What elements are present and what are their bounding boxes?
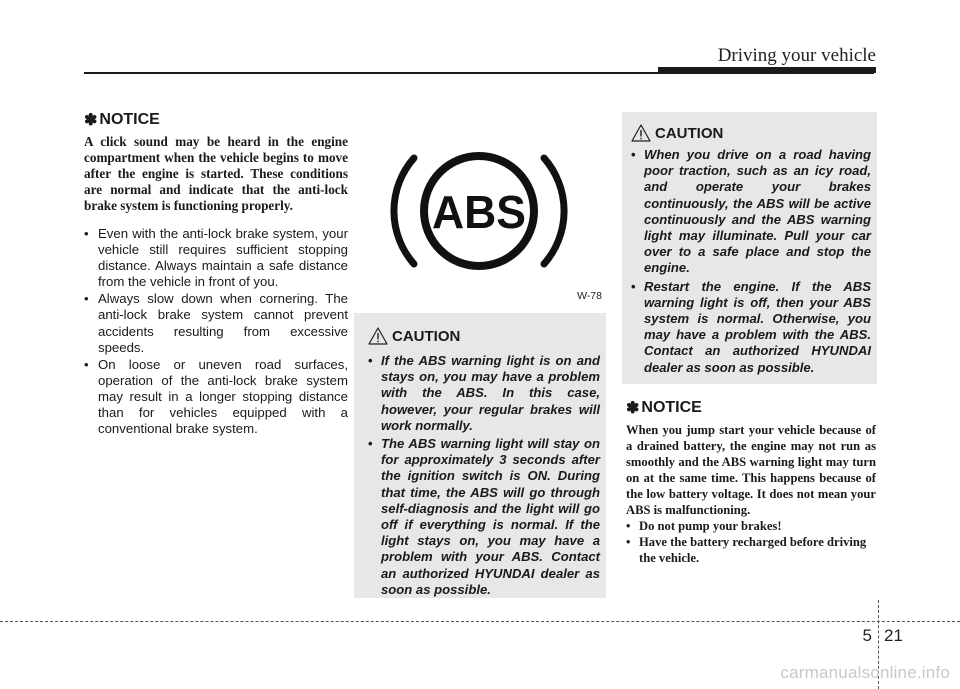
chapter-number: 5 [862, 626, 872, 645]
left-notice [84, 110, 348, 438]
right-notice [626, 398, 876, 566]
caution-heading [631, 124, 871, 142]
notice-body: When you jump start your vehicle because of a drained battery, the engine may not run as smoothly and the ABS warning light may turn on at the same time. This happens because of the low battery voltage. It does not mean your ABS is malfunctioning. [626, 423, 876, 517]
caution-title: CAUTION [392, 327, 461, 345]
notice-title: NOTICE [99, 111, 160, 128]
caution-title: CAUTION [655, 124, 724, 142]
section-title: Driving your vehicle [717, 45, 876, 66]
abs-warning-icon [354, 112, 606, 304]
list-item: • Restart the engine. If the ABS warning light is off, then your ABS system is normal. Otherwise, you may have a problem with the ABS. Contact an authorized HYUNDAI dealer as soon as possible. [631, 278, 871, 375]
notice-heading [626, 398, 876, 418]
notice-symbol-icon: ✽ [626, 400, 640, 417]
notice-body: A click sound may be heard in the engine compartment when the vehicle begins to move after the engine is started. These conditions are normal and indicate that the anti-lock brake system is functioning properly. [84, 134, 348, 213]
footer-rule [0, 621, 960, 622]
figure-code: W-78 [577, 290, 602, 302]
list-item: • Have the battery recharged before driving the vehicle. [626, 535, 867, 565]
caution-heading [368, 327, 600, 345]
warning-triangle-icon [631, 124, 651, 142]
notice-bullet-list [84, 226, 348, 437]
list-item: • The ABS warning light will stay on for approximately 3 seconds after the ignition switch is ON. During that time, the ABS will go through self-diagnosis and the light will go off if everything is normal. If the light stays on, you may have a problem with your ABS. Contact an authorized HYUNDAI dealer as soon as possible. [368, 436, 600, 597]
list-item: • Do not pump your brakes! [626, 519, 782, 533]
watermark: carmanualsonline.info [780, 663, 950, 682]
caution-box-road-traction [622, 112, 877, 384]
page-number: 21 [884, 626, 903, 645]
caution-box-abs-light [354, 313, 606, 598]
header-rule-accent [658, 67, 876, 73]
warning-triangle-icon [368, 327, 388, 345]
notice-title: NOTICE [641, 399, 702, 416]
notice-heading [84, 110, 348, 130]
notice-symbol-icon: ✽ [84, 112, 98, 129]
list-item: • Always slow down when cornering. The anti-lock brake system cannot prevent accidents resulting from excessive speeds. [84, 291, 348, 355]
abs-warning-light-figure [354, 112, 606, 304]
list-item: • When you drive on a road having poor traction, such as an icy road, and operate your brakes continuously, the ABS will be active continuously and the ABS warning light may illuminate. Pull your car over to a safe place and stop the engine. [631, 147, 871, 276]
list-item: • Even with the anti-lock brake system, your vehicle still requires sufficient stopping distance. Always maintain a safe distance from the vehicle in front of you. [84, 226, 348, 290]
caution-list [631, 147, 871, 376]
list-item: • If the ABS warning light is on and stays on, you may have a problem with the ABS. In this case, however, your regular brakes will work normally. [368, 353, 600, 433]
notice-bullet-list [626, 518, 876, 566]
caution-list [368, 353, 600, 598]
list-item: • On loose or uneven road surfaces, operation of the anti-lock brake system may result in a longer stopping distance than for vehicles equipped with a conventional brake system. [84, 356, 348, 437]
abs-label: ABS [432, 186, 526, 238]
